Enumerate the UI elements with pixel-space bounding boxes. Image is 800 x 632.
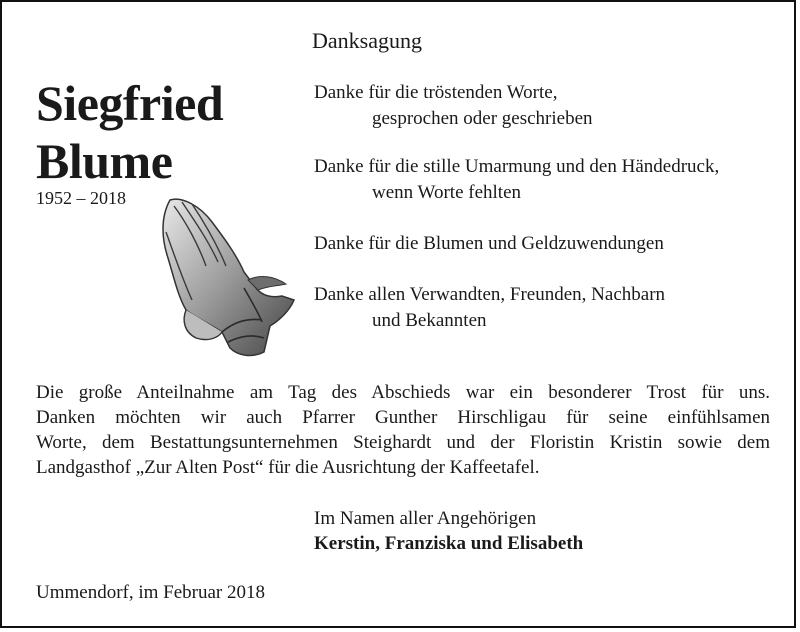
paragraph-line: Die große Anteilnahme am Tag des Abschieds war ein besonderer Trost für uns. xyxy=(36,382,770,403)
signature-intro: Im Namen aller Angehörigen xyxy=(314,508,537,529)
thanks-line: Danke für die Blumen und Geldzuwendungen xyxy=(314,233,664,254)
thanks-line-continued: gesprochen oder geschrieben xyxy=(372,108,593,129)
thanks-item-relatives xyxy=(314,282,665,334)
deceased-first-name: Siegfried xyxy=(36,75,224,131)
praying-hands-icon xyxy=(152,192,302,367)
deceased-last-name: Blume xyxy=(36,133,173,189)
thanks-line: Danke für die stille Umarmung und den Händedruck, xyxy=(314,156,720,177)
thanks-item-embrace xyxy=(314,154,719,206)
thanks-line-continued: wenn Worte fehlten xyxy=(372,182,522,203)
thanks-item-flowers xyxy=(314,231,664,257)
paragraph-line: Danken möchten wir auch Pfarrer Gunther Hirschligau für seine einfühlsamen xyxy=(36,407,770,428)
thanks-paragraph xyxy=(36,380,770,480)
thanks-item-words xyxy=(314,80,593,132)
paragraph-line: Landgasthof „Zur Alten Post“ für die Ausrichtung der Kaffeetafel. xyxy=(36,457,540,478)
life-dates: 1952 – 2018 xyxy=(36,188,126,208)
signature-names: Kerstin, Franziska und Elisabeth xyxy=(314,533,584,554)
thanks-line: Danke allen Verwandten, Freunden, Nachbarn xyxy=(314,284,666,305)
place-and-date: Ummendorf, im Februar 2018 xyxy=(36,582,266,603)
paragraph-line: Worte, dem Bestattungsunternehmen Steighardt und der Floristin Kristin sowie dem xyxy=(36,432,770,453)
thanks-line: Danke für die tröstenden Worte, xyxy=(314,82,558,103)
notice-heading: Danksagung xyxy=(312,28,422,53)
thanks-line-continued: und Bekannten xyxy=(372,310,487,331)
